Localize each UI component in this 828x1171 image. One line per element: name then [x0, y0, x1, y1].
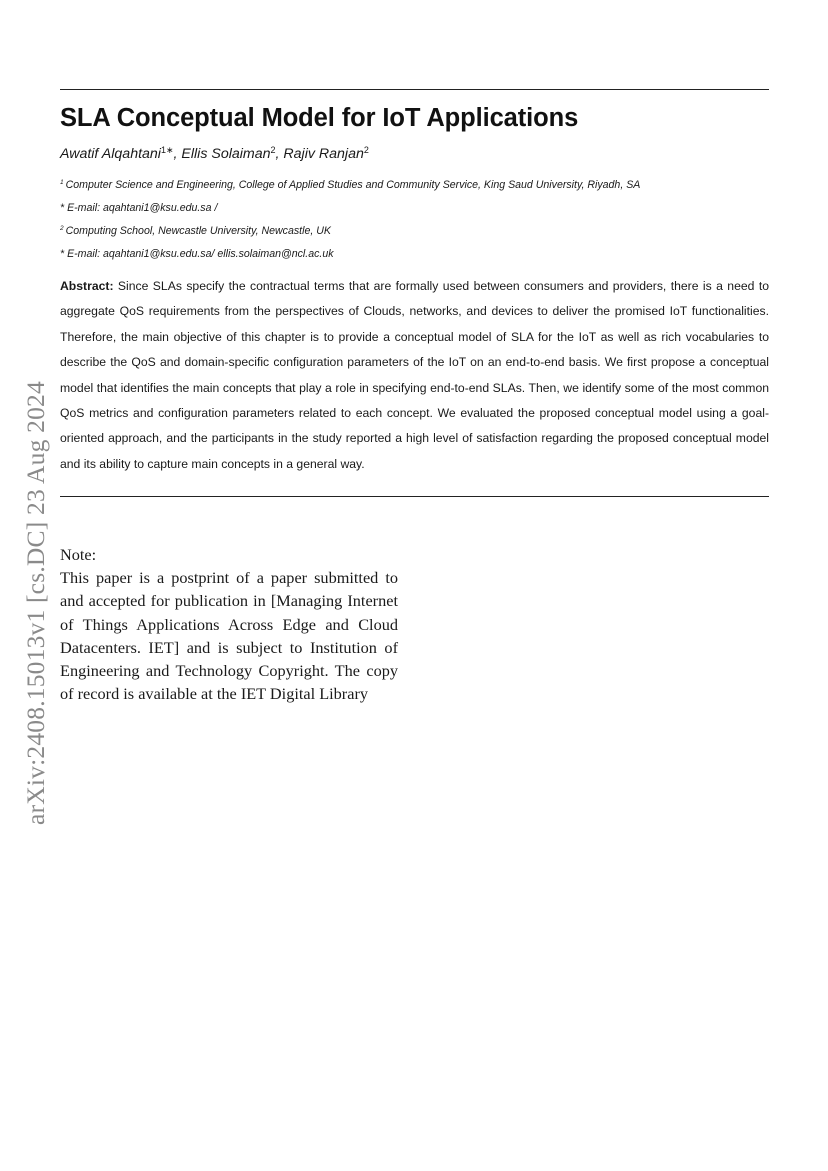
arxiv-identifier-stamp: arXiv:2408.15013v1 [cs.DC] 23 Aug 2024: [21, 381, 50, 825]
abstract: [60, 274, 769, 477]
postprint-note: [60, 543, 398, 705]
affiliation-text: Computing School, Newcastle University, Newcastle, UK: [65, 225, 331, 237]
author-name: Awatif Alqahtani: [60, 146, 161, 162]
affiliation-text: Computer Science and Engineering, College of Applied Studies and Community Service, King Saud University, Riyadh, SA: [65, 179, 641, 191]
author-name: Rajiv Ranjan: [283, 146, 364, 162]
abstract-label: Abstract:: [60, 279, 114, 293]
affiliation-mark: 1: [60, 179, 64, 186]
note-text: This paper is a postprint of a paper submitted to and accepted for publication in [Managing Internet of Things Applications Across Edge and Cloud Datacenters. IET] and is subject to Institution of Engineering and Technology Copyright. The copy of record is available at the IET Digital Library: [60, 568, 398, 704]
abstract-text: Since SLAs specify the contractual terms that are formally used between consumers and providers, there is a need to aggregate QoS requirements from the perspectives of Clouds, networks, and devices to deliver the promised IoT functionalities. Therefore, the main objective of this chapter is to provide a conceptual model of SLA for the IoT as well as rich vocabularies to describe the QoS and domain-specific configuration parameters of the IoT on an end-to-end basis. We first propose a conceptual model that identifies the main concepts that play a role in specifying end-to-end SLAs. Then, we identify some of the most common QoS metrics and configuration parameters related to each concept. We evaluated the proposed conceptual model using a goal-oriented approach, and the participants in the study reported a high level of satisfaction regarding the proposed conceptual model and its ability to capture main concepts in a general way.: [60, 279, 769, 471]
author-affiliation-mark: 2: [363, 145, 369, 155]
author-separator: ,: [275, 146, 284, 162]
note-label: Note:: [60, 545, 97, 564]
top-rule: [60, 89, 769, 90]
email-line: [60, 202, 217, 214]
author-separator: ,: [173, 146, 182, 162]
author-affiliation-mark: 2: [270, 145, 276, 155]
paper-title: SLA Conceptual Model for IoT Applications: [60, 104, 579, 132]
bottom-rule: [60, 496, 769, 497]
author-affiliation-mark: 1∗: [160, 145, 174, 155]
author-name: Ellis Solaiman: [181, 146, 271, 162]
affiliation-line: [60, 179, 640, 191]
email-line: [60, 248, 334, 260]
email-text: * E-mail: aqahtani1@ksu.edu.sa /: [60, 202, 218, 214]
email-text: * E-mail: aqahtani1@ksu.edu.sa/ ellis.solaiman@ncl.ac.uk: [60, 248, 334, 260]
affiliation-mark: 2: [60, 225, 64, 232]
affiliation-line: [60, 225, 331, 237]
author-list: [60, 145, 369, 162]
